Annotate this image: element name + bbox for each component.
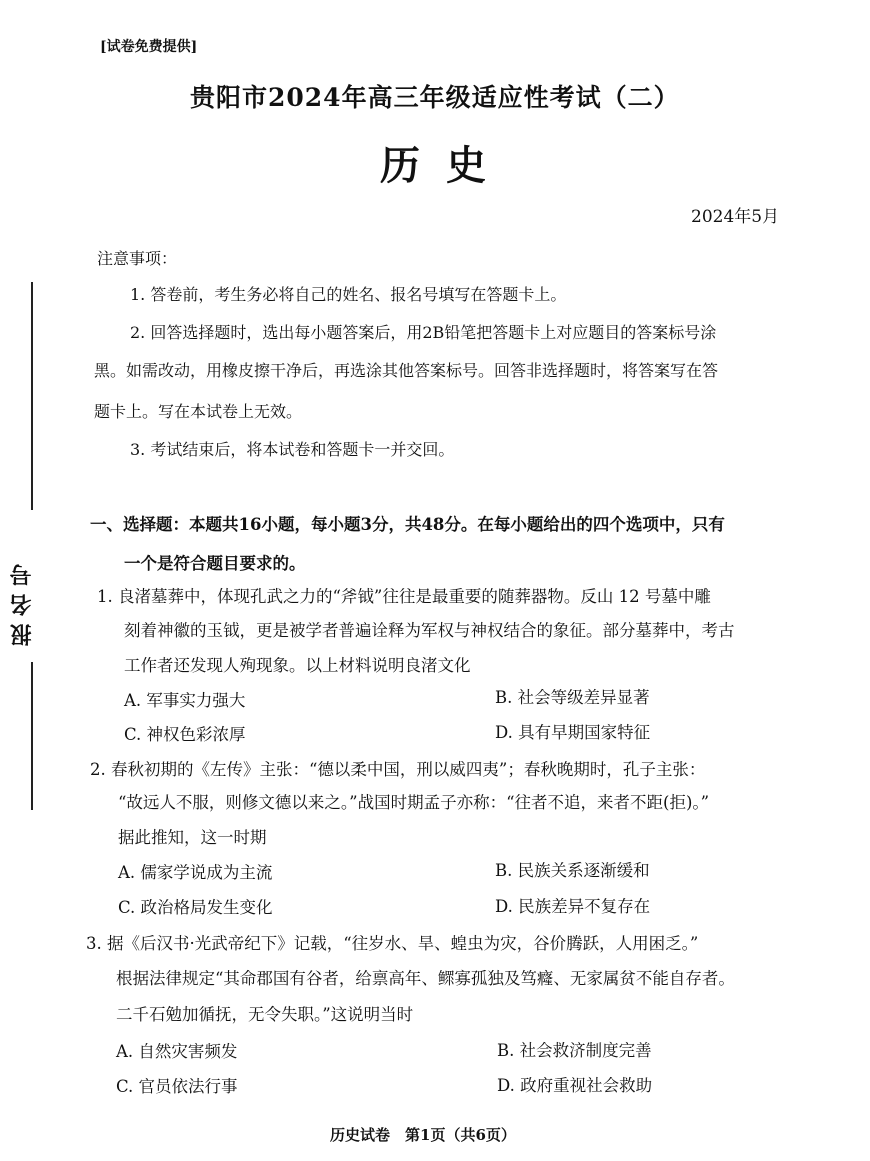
notice-item-2-cont: 黑。如需改动，用橡皮擦干净后，再选涂其他答案标号。回答非选择题时，将答案写在答 xyxy=(94,361,719,380)
margin-rule-top xyxy=(31,282,33,510)
question-2-line-3: 据此推知，这一时期 xyxy=(118,828,267,847)
question-3-line-2: 根据法律规定“其命郡国有谷者，给禀高年、鳏寡孤独及笃癃、无家属贫不能自存者。 xyxy=(116,969,735,988)
registration-number-label: 报名号 xyxy=(9,556,35,646)
question-3-line-3: 二千石勉加循抚，无令失职。”这说明当时 xyxy=(116,1005,414,1024)
question-3-option-c[interactable]: C. 官员依法行事 xyxy=(116,1077,238,1096)
question-2-line-2: “故远人不服，则修文德以来之。”战国时期孟子亦称：“往者不追，来者不距(拒)。” xyxy=(118,793,710,812)
question-2-option-a[interactable]: A. 儒家学说成为主流 xyxy=(118,863,273,882)
question-1-option-c[interactable]: C. 神权色彩浓厚 xyxy=(124,725,246,744)
question-3-option-b[interactable]: B. 社会救济制度完善 xyxy=(497,1041,652,1060)
margin-rule-bottom xyxy=(31,662,33,810)
question-1-option-a[interactable]: A. 军事实力强大 xyxy=(124,691,246,710)
question-2-option-d[interactable]: D. 民族差异不复存在 xyxy=(495,897,651,916)
question-2-option-b[interactable]: B. 民族关系逐渐缓和 xyxy=(495,861,650,880)
section-heading: 一、选择题：本题共16小题，每小题3分，共48分。在每小题给出的四个选项中，只有 xyxy=(90,515,725,534)
exam-title: 贵阳市2024年高三年级适应性考试（二） xyxy=(190,83,680,112)
question-2-option-c[interactable]: C. 政治格局发生变化 xyxy=(118,898,273,917)
notice-item-3: 3. 考试结束后，将本试卷和答题卡一并交回。 xyxy=(130,440,455,459)
question-1-line-3: 工作者还发现人殉现象。以上材料说明良渚文化 xyxy=(124,656,471,675)
question-2-line-1: 2. 春秋初期的《左传》主张：“德以柔中国，刑以威四夷”；春秋晚期时，孔子主张： xyxy=(90,760,706,779)
question-3-option-d[interactable]: D. 政府重视社会救助 xyxy=(497,1076,653,1095)
page-footer: 历史试卷 第1页（共6页） xyxy=(330,1126,516,1144)
section-heading-cont: 一个是符合题目要求的。 xyxy=(124,554,306,573)
question-1-line-1: 1. 良渚墓葬中，体现孔武之力的“斧钺”往往是最重要的随葬器物。反山 12 号墓中雕 xyxy=(97,587,711,606)
subject-title: 历史 xyxy=(380,142,512,189)
exam-date: 2024年5月 xyxy=(691,207,780,227)
question-3-line-1: 3. 据《后汉书·光武帝纪下》记载，“往岁水、旱、蝗虫为灾，谷价腾跃，人用困乏。” xyxy=(86,934,699,953)
question-1-option-b[interactable]: B. 社会等级差异显著 xyxy=(495,688,650,707)
notice-item-2-end: 题卡上。写在本试卷上无效。 xyxy=(94,402,303,421)
question-1-option-d[interactable]: D. 具有早期国家特征 xyxy=(495,723,651,742)
notice-item-2: 2. 回答选择题时，选出每小题答案后，用2B铅笔把答题卡上对应题目的答案标号涂 xyxy=(130,323,717,342)
question-3-option-a[interactable]: A. 自然灾害频发 xyxy=(116,1042,238,1061)
question-1-line-2: 刻着神徽的玉钺，更是被学者普遍诠释为军权与神权结合的象征。部分墓葬中，考古 xyxy=(124,621,735,640)
free-exam-tag: [试卷免费提供] xyxy=(100,39,198,55)
notice-heading: 注意事项： xyxy=(97,249,178,268)
notice-item-1: 1. 答卷前，考生务必将自己的姓名、报名号填写在答题卡上。 xyxy=(130,285,567,304)
